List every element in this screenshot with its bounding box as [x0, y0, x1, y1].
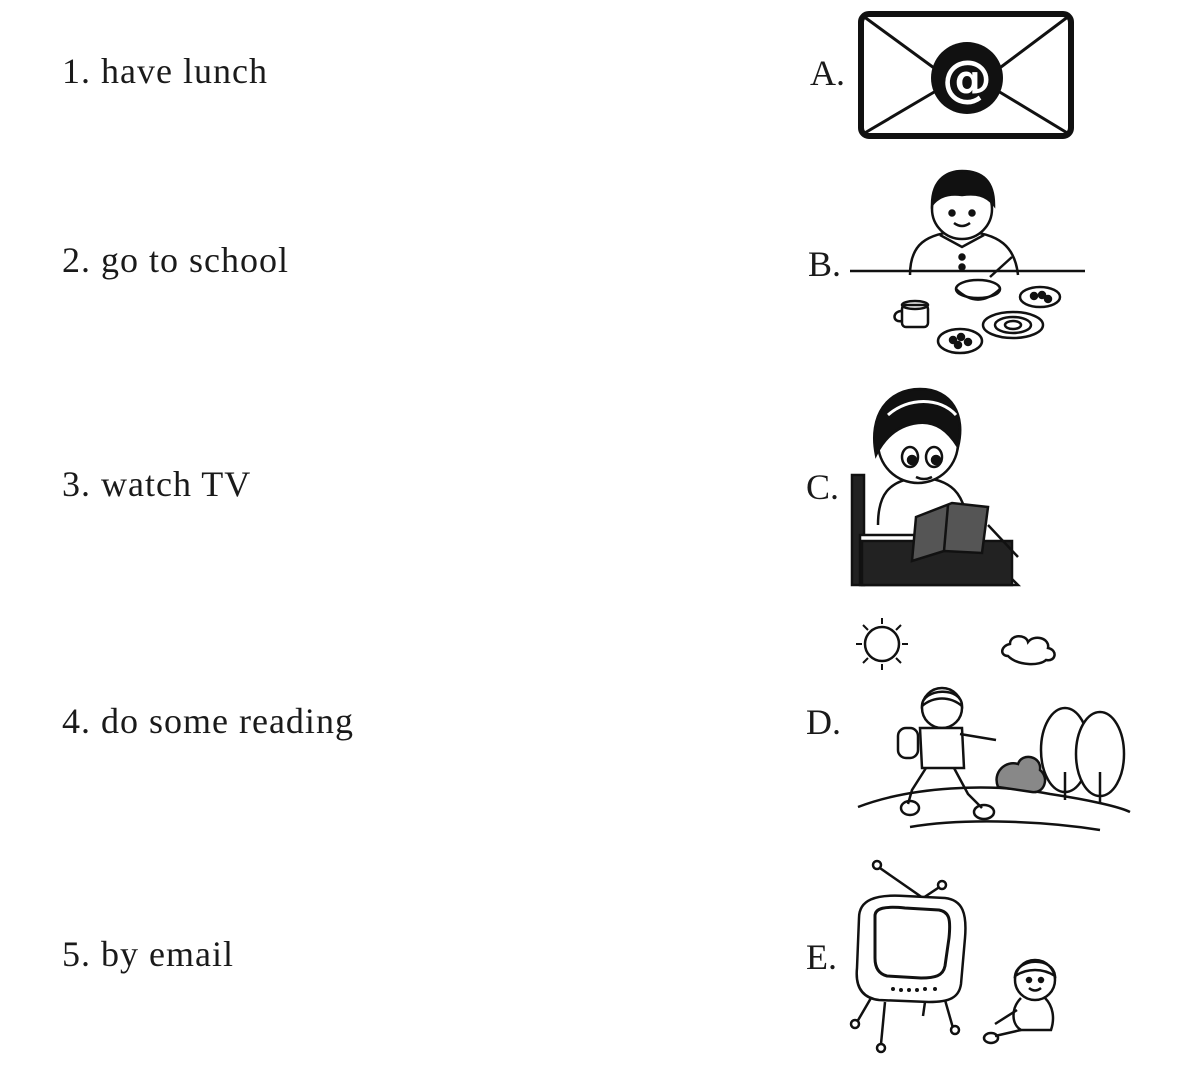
phrase-text: do some reading — [101, 701, 354, 741]
cloud-icon — [1002, 636, 1054, 664]
phrase-number: 2. — [62, 240, 91, 280]
option-picture-a — [855, 8, 1080, 143]
child-watching-tv-icon — [845, 858, 1075, 1058]
sun-icon — [865, 627, 899, 661]
email-envelope-icon — [855, 8, 1080, 143]
phrase-5 — [62, 933, 234, 975]
phrase-text: have lunch — [101, 51, 268, 91]
phrase-number: 4. — [62, 701, 91, 741]
girl-reading-book-icon — [848, 385, 1028, 590]
phrase-text: by email — [101, 934, 234, 974]
boy-eating-lunch-icon — [850, 165, 1090, 365]
boy-walking-to-school-icon — [850, 612, 1135, 837]
option-label-c: C. — [806, 467, 840, 507]
option-picture-d — [850, 612, 1135, 837]
option-picture-c — [848, 385, 1028, 590]
option-picture-e — [845, 858, 1075, 1058]
at-symbol: @ — [942, 50, 992, 108]
phrase-3 — [62, 463, 251, 505]
option-label-b: B. — [808, 244, 842, 284]
option-label-d: D. — [806, 702, 841, 742]
option-label-e: E. — [806, 937, 837, 977]
phrase-1 — [62, 50, 268, 92]
phrase-text: watch TV — [101, 464, 252, 504]
phrase-number: 1. — [62, 51, 91, 91]
phrase-number: 3. — [62, 464, 91, 504]
option-label-a: A. — [810, 53, 845, 93]
phrase-4 — [62, 700, 354, 742]
option-picture-b — [850, 165, 1090, 365]
phrase-number: 5. — [62, 934, 91, 974]
phrase-text: go to school — [101, 240, 289, 280]
phrase-2 — [62, 239, 289, 281]
